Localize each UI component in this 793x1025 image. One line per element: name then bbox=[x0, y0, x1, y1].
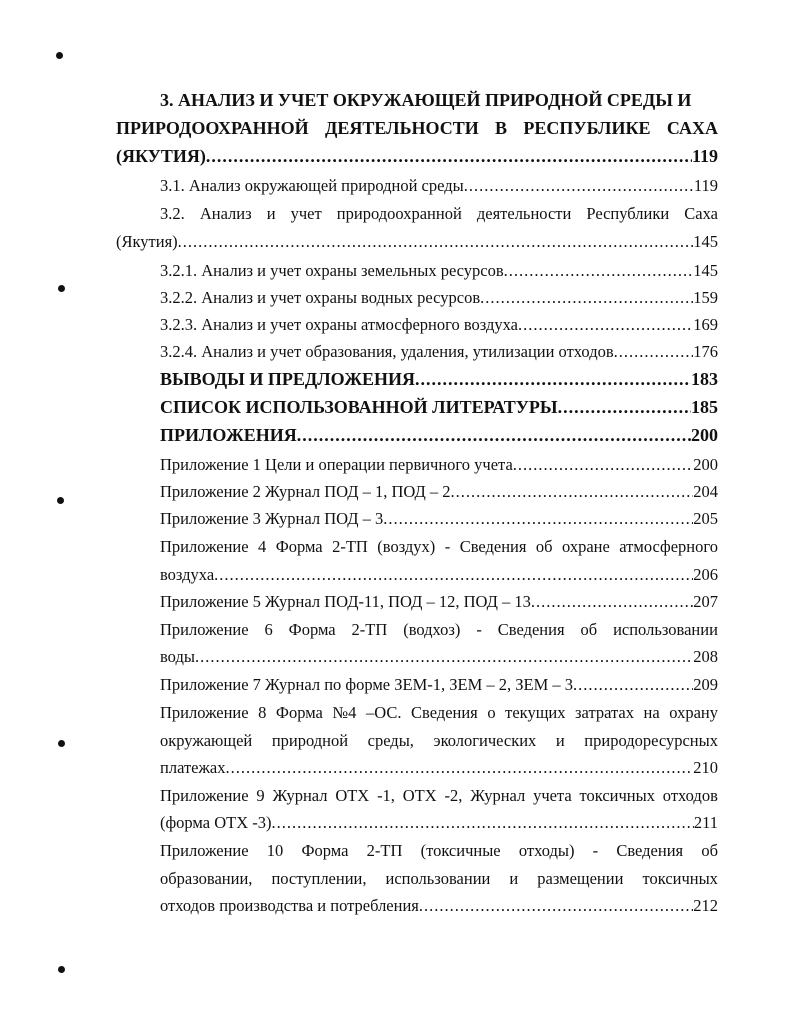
word: токсичных bbox=[642, 869, 718, 888]
word: - bbox=[476, 620, 482, 639]
toc-entry: 3.2.3. Анализ и учет охраны атмосферного воздуха ..... 169 bbox=[160, 311, 718, 338]
toc-appendix-line: отходов производства и потребления ..... 212 bbox=[160, 892, 718, 919]
word: об bbox=[535, 537, 553, 556]
word: о bbox=[487, 703, 496, 722]
word: Приложение bbox=[160, 703, 249, 722]
word: (водхоз) bbox=[403, 620, 461, 639]
margin-dot bbox=[58, 740, 65, 747]
word: №4 bbox=[332, 703, 357, 722]
word: природоресурсных bbox=[584, 731, 718, 750]
word: (воздух) bbox=[377, 537, 436, 556]
word: об bbox=[580, 620, 598, 639]
word: 2-ТП bbox=[332, 537, 368, 556]
word: Форма bbox=[275, 703, 323, 722]
word: Сведения bbox=[459, 537, 527, 556]
word: Форма bbox=[275, 537, 323, 556]
word: Приложение bbox=[160, 841, 249, 860]
margin-dot bbox=[56, 52, 63, 59]
toc-appendix-line bbox=[160, 837, 718, 864]
toc-appendix-line: воздуха ..... 206 bbox=[160, 561, 718, 588]
chapter-heading-line3: (ЯКУТИЯ) ..... 119 bbox=[116, 143, 718, 170]
toc-appendix: Приложение 1 Цели и операции первичного учета ..... 200 bbox=[160, 451, 718, 478]
margin-dot bbox=[58, 966, 65, 973]
word: размещении bbox=[537, 869, 624, 888]
word: Журнал bbox=[470, 786, 526, 805]
word: ОТХ bbox=[402, 786, 437, 805]
word: использовании bbox=[385, 869, 491, 888]
toc-appendix-line: воды ..... 208 bbox=[160, 643, 718, 670]
word: Форма bbox=[301, 841, 349, 860]
word: экологических bbox=[433, 731, 537, 750]
margin-dot bbox=[58, 285, 65, 292]
word: Приложение bbox=[160, 537, 249, 556]
word: РЕСПУБЛИКЕ bbox=[523, 118, 651, 138]
word: (токсичные bbox=[420, 841, 501, 860]
word: В bbox=[495, 118, 508, 138]
word: природной bbox=[271, 731, 349, 750]
toc-entry: 3.2.4. Анализ и учет образования, удаления, утилизации отходов ..... 176 bbox=[160, 338, 718, 365]
word: отходы) bbox=[518, 841, 575, 860]
word: 4 bbox=[258, 537, 267, 556]
toc-appendix-line bbox=[160, 727, 718, 754]
toc-appendix: Приложение 3 Журнал ПОД – 3 ..... 205 bbox=[160, 505, 718, 532]
word: на bbox=[643, 703, 660, 722]
toc-appendix: Приложение 2 Журнал ПОД – 1, ПОД – 2 ..... 204 bbox=[160, 478, 718, 505]
toc-appendix-line bbox=[160, 533, 718, 560]
word: токсичных bbox=[579, 786, 655, 805]
word: 6 bbox=[264, 620, 273, 639]
word: 2-ТП bbox=[366, 841, 403, 860]
word: –ОС. bbox=[365, 703, 402, 722]
word: ПРИРОДООХРАННОЙ bbox=[116, 118, 309, 138]
chapter-heading-line2 bbox=[116, 115, 718, 142]
word: Форма bbox=[288, 620, 336, 639]
word: Анализ bbox=[199, 204, 252, 223]
word: и bbox=[509, 869, 519, 888]
margin-dot bbox=[57, 497, 64, 504]
word: Журнал bbox=[272, 786, 328, 805]
toc-appendix-line bbox=[160, 699, 718, 726]
word: образовании, bbox=[160, 869, 253, 888]
toc-appendix-line bbox=[160, 865, 718, 892]
toc-appendix-line: платежах ..... 210 bbox=[160, 754, 718, 781]
word: -1, bbox=[377, 786, 395, 805]
word: 2-ТП bbox=[351, 620, 388, 639]
toc-entry-line bbox=[160, 200, 718, 227]
word: Приложение bbox=[160, 620, 249, 639]
word: природоохранной bbox=[336, 204, 462, 223]
chapter-heading-line1: 3. АНАЛИЗ И УЧЕТ ОКРУЖАЮЩЕЙ ПРИРОДНОЙ СРЕДЫ И bbox=[160, 90, 692, 110]
word: - bbox=[592, 841, 599, 860]
toc-entry: 3.2.2. Анализ и учет охраны водных ресурсов ..... 159 bbox=[160, 284, 718, 311]
word: 8 bbox=[258, 703, 267, 722]
word: Республики bbox=[586, 204, 670, 223]
toc-appendix-line bbox=[160, 616, 718, 643]
toc-appendix-line bbox=[160, 782, 718, 809]
word: Сведения bbox=[411, 703, 478, 722]
word: 9 bbox=[256, 786, 265, 805]
word: САХА bbox=[666, 118, 718, 138]
word: охрану bbox=[669, 703, 718, 722]
word: деятельности bbox=[476, 204, 572, 223]
word: и bbox=[555, 731, 565, 750]
word: отходов bbox=[662, 786, 718, 805]
toc-entry: 3.2.1. Анализ и учет охраны земельных ресурсов ..... 145 bbox=[160, 257, 718, 284]
word: охране bbox=[562, 537, 610, 556]
word: текущих bbox=[505, 703, 566, 722]
word: затратах bbox=[575, 703, 634, 722]
toc-entry: 3.1. Анализ окружающей природной среды ..... 119 bbox=[160, 172, 718, 199]
toc-entry-line: (Якутия) ..... 145 bbox=[116, 228, 718, 255]
word: окружающей bbox=[160, 731, 253, 750]
word: учет bbox=[290, 204, 322, 223]
word: поступлении, bbox=[271, 869, 367, 888]
toc-appendix-line: (форма ОТХ -3) ..... 211 bbox=[160, 809, 718, 836]
word: использовании bbox=[613, 620, 718, 639]
toc-appendix: Приложение 7 Журнал по форме ЗЕМ-1, ЗЕМ – 2, ЗЕМ – 3 ..... 209 bbox=[160, 671, 718, 698]
word: - bbox=[444, 537, 451, 556]
word: атмосферного bbox=[619, 537, 718, 556]
word: Саха bbox=[684, 204, 718, 223]
word: Приложение bbox=[160, 786, 249, 805]
word: 3.2. bbox=[160, 204, 185, 223]
word: ДЕЯТЕЛЬНОСТИ bbox=[325, 118, 479, 138]
toc-entry-references: СПИСОК ИСПОЛЬЗОВАННОЙ ЛИТЕРАТУРЫ ..... 185 bbox=[160, 394, 718, 421]
toc-appendix: Приложение 5 Журнал ПОД-11, ПОД – 12, ПОД – 13 ..... 207 bbox=[160, 588, 718, 615]
word: об bbox=[701, 841, 718, 860]
toc-entry-appendices: ПРИЛОЖЕНИЯ ..... 200 bbox=[160, 422, 718, 449]
word: Сведения bbox=[497, 620, 565, 639]
toc-entry-conclusions: ВЫВОДЫ И ПРЕДЛОЖЕНИЯ ..... 183 bbox=[160, 366, 718, 393]
word: и bbox=[266, 204, 276, 223]
word: 10 bbox=[266, 841, 284, 860]
word: ОТХ bbox=[335, 786, 370, 805]
word: -2, bbox=[444, 786, 463, 805]
word: учета bbox=[533, 786, 572, 805]
word: Сведения bbox=[616, 841, 684, 860]
word: среды, bbox=[367, 731, 414, 750]
